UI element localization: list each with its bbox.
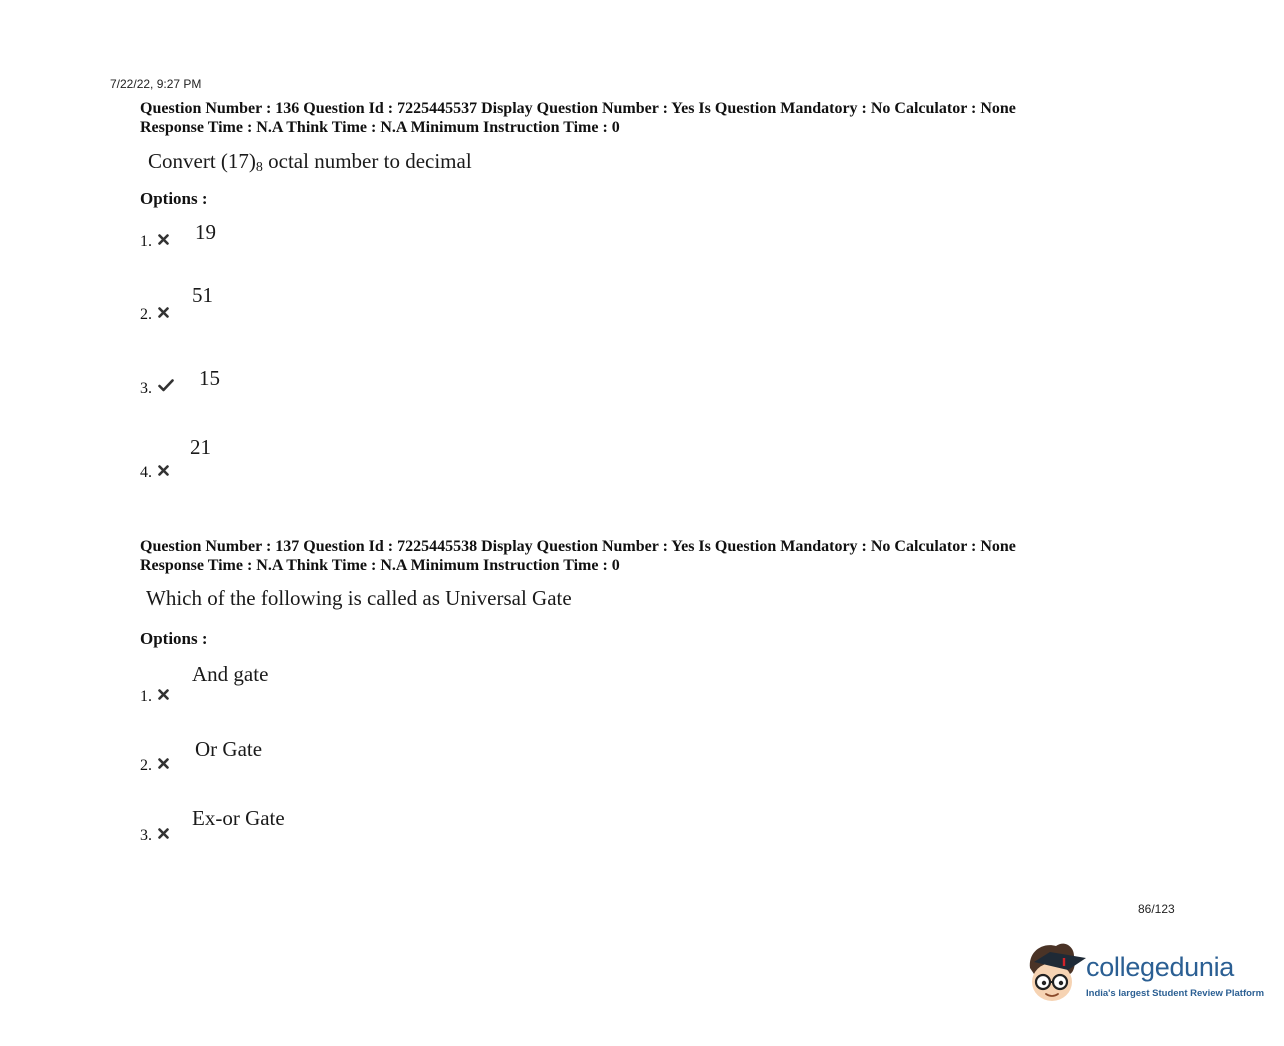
option-text: Ex-or Gate: [192, 806, 285, 830]
option-number: [140, 379, 174, 398]
option-number: [140, 756, 169, 775]
option-number-text: 2.: [140, 306, 152, 323]
cross-icon: [158, 826, 169, 844]
option-number: [140, 305, 169, 324]
print-timestamp: 7/22/22, 9:27 PM: [110, 77, 202, 91]
octal-subscript: 8: [255, 160, 263, 175]
option-number-text: 2.: [140, 757, 152, 774]
option-number: [140, 826, 169, 845]
option-number-text: 4.: [140, 464, 152, 481]
option-text: 15: [199, 366, 220, 390]
question-137-text: Which of the following is called as Universal Gate: [146, 586, 572, 610]
option-number-text: 1.: [140, 233, 152, 250]
option-text: 19: [195, 220, 216, 244]
options-label: Options :: [140, 189, 208, 208]
mascot-icon: [1024, 938, 1088, 1010]
option-number-text: 3.: [140, 380, 152, 397]
option-number: [140, 232, 169, 251]
cross-icon: [158, 305, 169, 323]
question-136-text: [148, 149, 472, 176]
options-label: Options :: [140, 629, 208, 648]
checkmark-icon: [158, 379, 174, 397]
cross-icon: [158, 756, 169, 774]
option-number-text: 3.: [140, 827, 152, 844]
logo-text: collegedunia: [1086, 952, 1235, 982]
option-number-text: 1.: [140, 688, 152, 705]
question-text-prefix: Convert (17): [148, 149, 256, 173]
question-136-meta-line1: Question Number : 136 Question Id : 7225445537 Display Question Number : Yes Is Question Mandatory : No Calculator : None: [140, 100, 1016, 117]
question-137-meta-line1: Question Number : 137 Question Id : 7225445538 Display Question Number : Yes Is Question Mandatory : No Calculator : None: [140, 538, 1016, 555]
option-number: [140, 687, 169, 706]
question-137-meta-line2: Response Time : N.A Think Time : N.A Minimum Instruction Time : 0: [140, 557, 620, 574]
question-136-meta-line2: Response Time : N.A Think Time : N.A Minimum Instruction Time : 0: [140, 119, 620, 136]
option-text: 21: [190, 435, 211, 459]
option-text: And gate: [192, 662, 269, 686]
cross-icon: [158, 687, 169, 705]
page-number: 86/123: [1138, 902, 1175, 916]
cross-icon: [158, 463, 169, 481]
cross-icon: [158, 232, 169, 250]
option-number: [140, 463, 169, 482]
logo-tagline: India's largest Student Review Platform: [1086, 988, 1265, 999]
option-text: 51: [192, 283, 213, 307]
option-text: Or Gate: [195, 737, 263, 761]
question-text-suffix: octal number to decimal: [262, 149, 472, 173]
